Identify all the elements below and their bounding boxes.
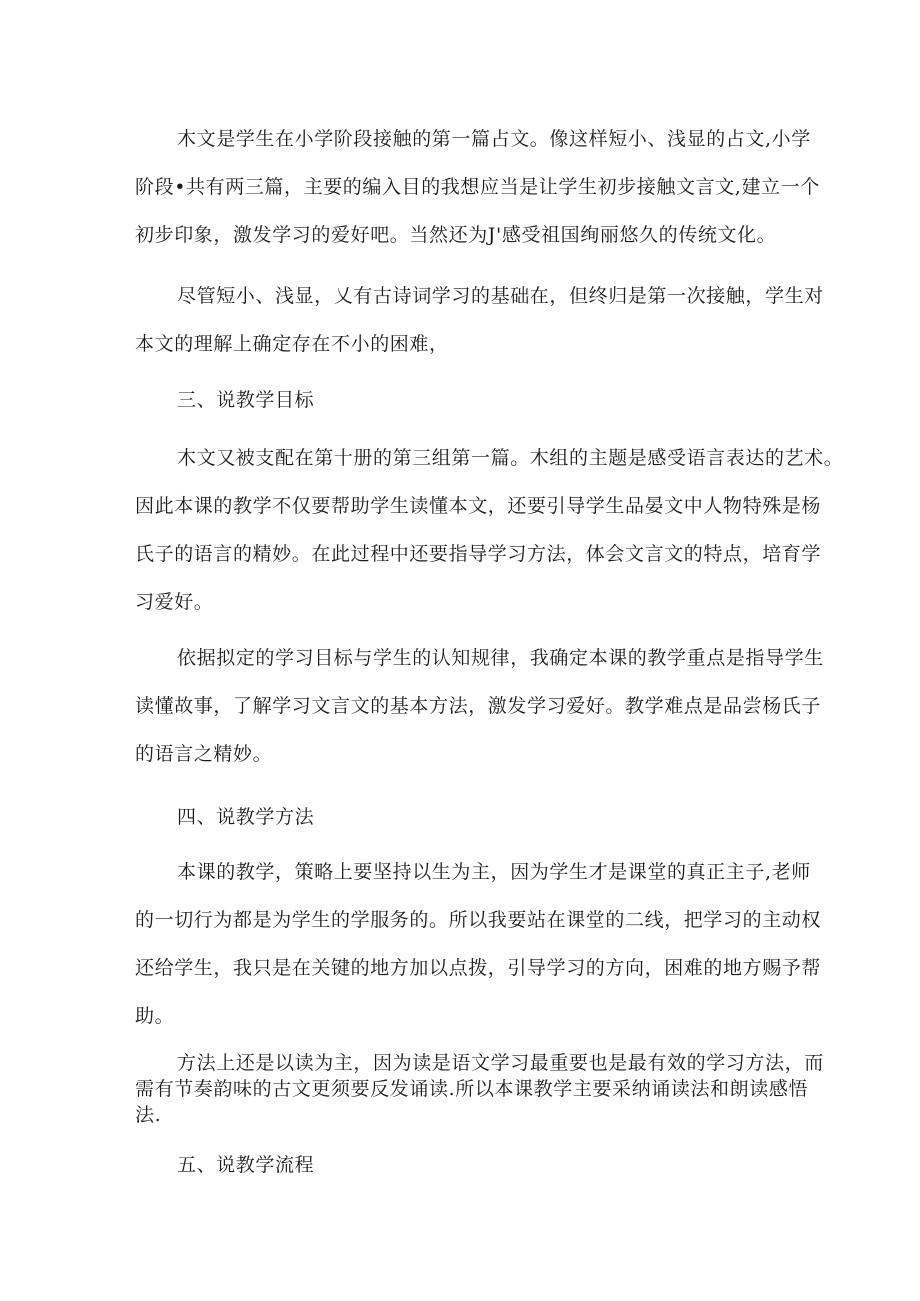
paragraph-reading-method <box>135 1050 824 1128</box>
text-line: 木文是学生在小学阶段接触的第一篇占文。像这样短小、浅显的占文,小学 <box>177 128 811 150</box>
section-heading-methods: 四、说教学方法 <box>177 806 315 828</box>
text-line: 木文又被支配在第十册的第三组第一篇。木组的主题是感受语言表达的艺术。 <box>177 447 844 469</box>
paragraph-key-points <box>135 634 824 778</box>
text-line: 需有节奏韵味的古文更须要反发诵读.所以本课教学主要采纳诵读法和朗读感悟 <box>135 1078 809 1100</box>
text-line: 本文的理解上确定存在不小的困难， <box>135 333 449 355</box>
text-line: 方法上还是以读为主，因为读是语文学习最重要也是最有效的学习方法，而 <box>177 1052 824 1074</box>
paragraph-goals <box>135 434 844 626</box>
text-line: 依据拟定的学习目标与学生的认知规律，我确定本课的教学重点是指导学生 <box>177 647 824 669</box>
text-line: 习爱好。 <box>135 591 214 613</box>
text-line: 读懂故事，了解学习文言文的基本方法，激发学习爱好。教学难点是品尝杨氏子 <box>135 695 822 717</box>
text-line: 的一切行为都是为学生的学服务的。所以我要站在课堂的二线，把学习的主动权 <box>135 909 822 931</box>
paragraph-methods <box>135 848 822 1040</box>
text-line: 因此本课的教学不仅要帮助学生读懂本文，还要引导学生品晏文中人物特殊是杨 <box>135 495 822 517</box>
paragraph-difficulty <box>135 272 824 368</box>
section-heading-goals: 三、说教学目标 <box>177 389 315 411</box>
text-line: 阶段•共有两三篇，主要的编入目的我想应当是让学生初步接触文言文,建立一个 <box>135 176 820 198</box>
text-line: 法. <box>135 1104 162 1126</box>
section-heading-process: 五、说教学流程 <box>177 1154 315 1176</box>
text-line: 初步印象，激发学习的爱好吧。当然还为J'感受祖国绚丽悠久的传统文化。 <box>135 224 777 246</box>
text-line: 尽管短小、浅显，乂有古诗词学习的基础在，但终归是第一次接触，学生对 <box>177 285 824 307</box>
text-line: 氏子的语言的精妙。在此过程中还要指导学习方法，体会文言文的特点，培育学 <box>135 543 822 565</box>
text-line: 的语言之精妙。 <box>135 743 273 765</box>
text-line: 还给学生，我只是在关键的地方加以点拨，引导学习的方向，困难的地方赐予帮 <box>135 957 822 979</box>
text-line: 本课的教学，策略上要坚持以生为主，因为学生才是课堂的真正主子,老师 <box>177 861 811 883</box>
paragraph-intro <box>135 115 820 259</box>
text-line: 助。 <box>135 1005 175 1027</box>
